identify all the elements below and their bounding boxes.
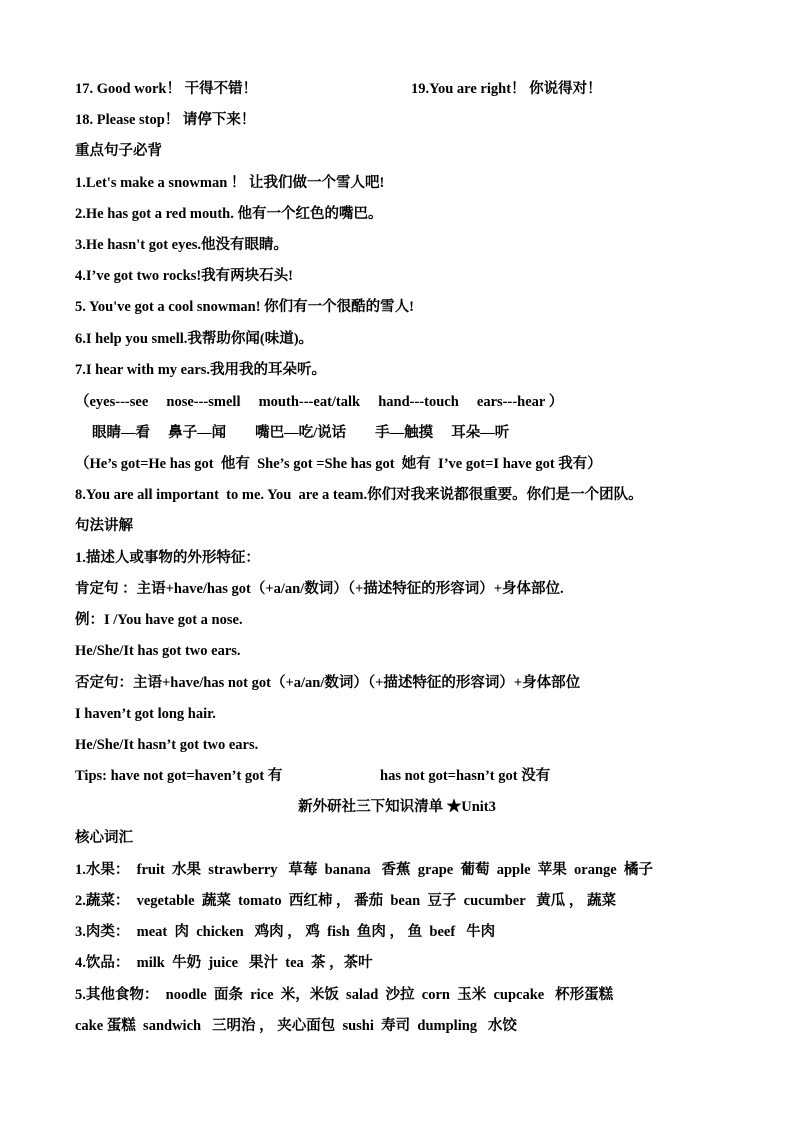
grammar-positive-pattern: 肯定句 ：主语+have/has got（+a/an/数词）（+描述特征的形容词）+身体部位.	[75, 581, 564, 597]
grammar-example-1: 例：I /You have got a nose.	[75, 612, 243, 628]
phrase-19: 19.You are right！ 你说得对！	[411, 81, 602, 97]
key-sentence-5: 5. You've got a cool snowman! 你们有一个很酷的雪人!	[75, 299, 415, 315]
sense-pairs-chinese: 眼睛—看 鼻子—闻 嘴巴—吃/说话 手—触摸 耳朵—听	[92, 425, 510, 441]
grammar-example-2: He/She/It has got two ears.	[75, 643, 241, 659]
grammar-negative-pattern: 否定句：主语+have/has not got（+a/an/数词）（+描述特征的形容词）+身体部位	[75, 675, 581, 691]
section-heading-grammar: 句法讲解	[75, 518, 133, 534]
phrase-17-row	[75, 79, 602, 99]
section-heading-key-sentences: 重点句子必背	[75, 143, 162, 159]
tips-row	[75, 766, 551, 786]
vocab-other-food: 5.其他食物： noodle 面条 rice 米，米饭 salad 沙拉 corn 玉米 cupcake 杯形蛋糕	[75, 987, 614, 1003]
grammar-example-4: He/She/It hasn’t got two ears.	[75, 737, 259, 753]
key-sentence-3: 3.He hasn't got eyes.他没有眼睛。	[75, 237, 289, 253]
vocab-vegetable: 2.蔬菜： vegetable 蔬菜 tomato 西红柿 ， 番茄 bean 豆子 cucumber 黄瓜 ， 蔬菜	[75, 893, 617, 909]
tips-have-not-got: Tips: have not got=haven’t got 有	[75, 768, 283, 784]
grammar-point-1: 1.描述人或事物的外形特征：	[75, 550, 260, 566]
unit-title: 新外研社三下知识清单 ★Unit3	[298, 799, 496, 815]
vocab-meat: 3.肉类： meat 肉 chicken 鸡肉 ， 鸡 fish 鱼肉 ， 鱼 beef 牛肉	[75, 924, 496, 940]
vocab-fruit: 1.水果： fruit 水果 strawberry 草莓 banana 香蕉 grape 葡萄 apple 苹果 orange 橘子	[75, 862, 653, 878]
phrase-18: 18. Please stop！ 请停下来！	[75, 112, 256, 128]
key-sentence-4: 4.I’ve got two rocks!我有两块石头!	[75, 268, 294, 284]
key-sentence-6: 6.I help you smell.我帮助你闻(味道)。	[75, 331, 314, 347]
key-sentence-2: 2.He has got a red mouth. 他有一个红色的嘴巴。	[75, 206, 383, 222]
key-sentence-7: 7.I hear with my ears.我用我的耳朵听。	[75, 362, 327, 378]
vocab-other-food-continued: cake 蛋糕 sandwich 三明治 ， 夹心面包 sushi 寿司 dumpling 水饺	[75, 1018, 517, 1034]
vocab-drinks: 4.饮品： milk 牛奶 juice 果汁 tea 茶 ，茶叶	[75, 955, 373, 971]
key-sentence-1: 1.Let's make a snowman ！ 让我们做一个雪人吧!	[75, 175, 385, 191]
key-sentence-8: 8.You are all important to me. You are a team.你们对我来说都很重要。你们是一个团队。	[75, 487, 643, 503]
sense-pairs-english: （eyes---see nose---smell mouth---eat/talk hand---touch ears---hear ）	[75, 394, 564, 410]
grammar-example-3: I haven’t got long hair.	[75, 706, 216, 722]
contractions-note: （He’s got=He has got 他有 She’s got =She has got 她有 I’ve got=I have got 我有）	[75, 456, 602, 472]
tips-has-not-got: has not got=hasn’t got 没有	[380, 768, 551, 784]
phrase-17: 17. Good work！ 干得不错！	[75, 81, 258, 97]
section-heading-vocabulary: 核心词汇	[75, 830, 133, 846]
